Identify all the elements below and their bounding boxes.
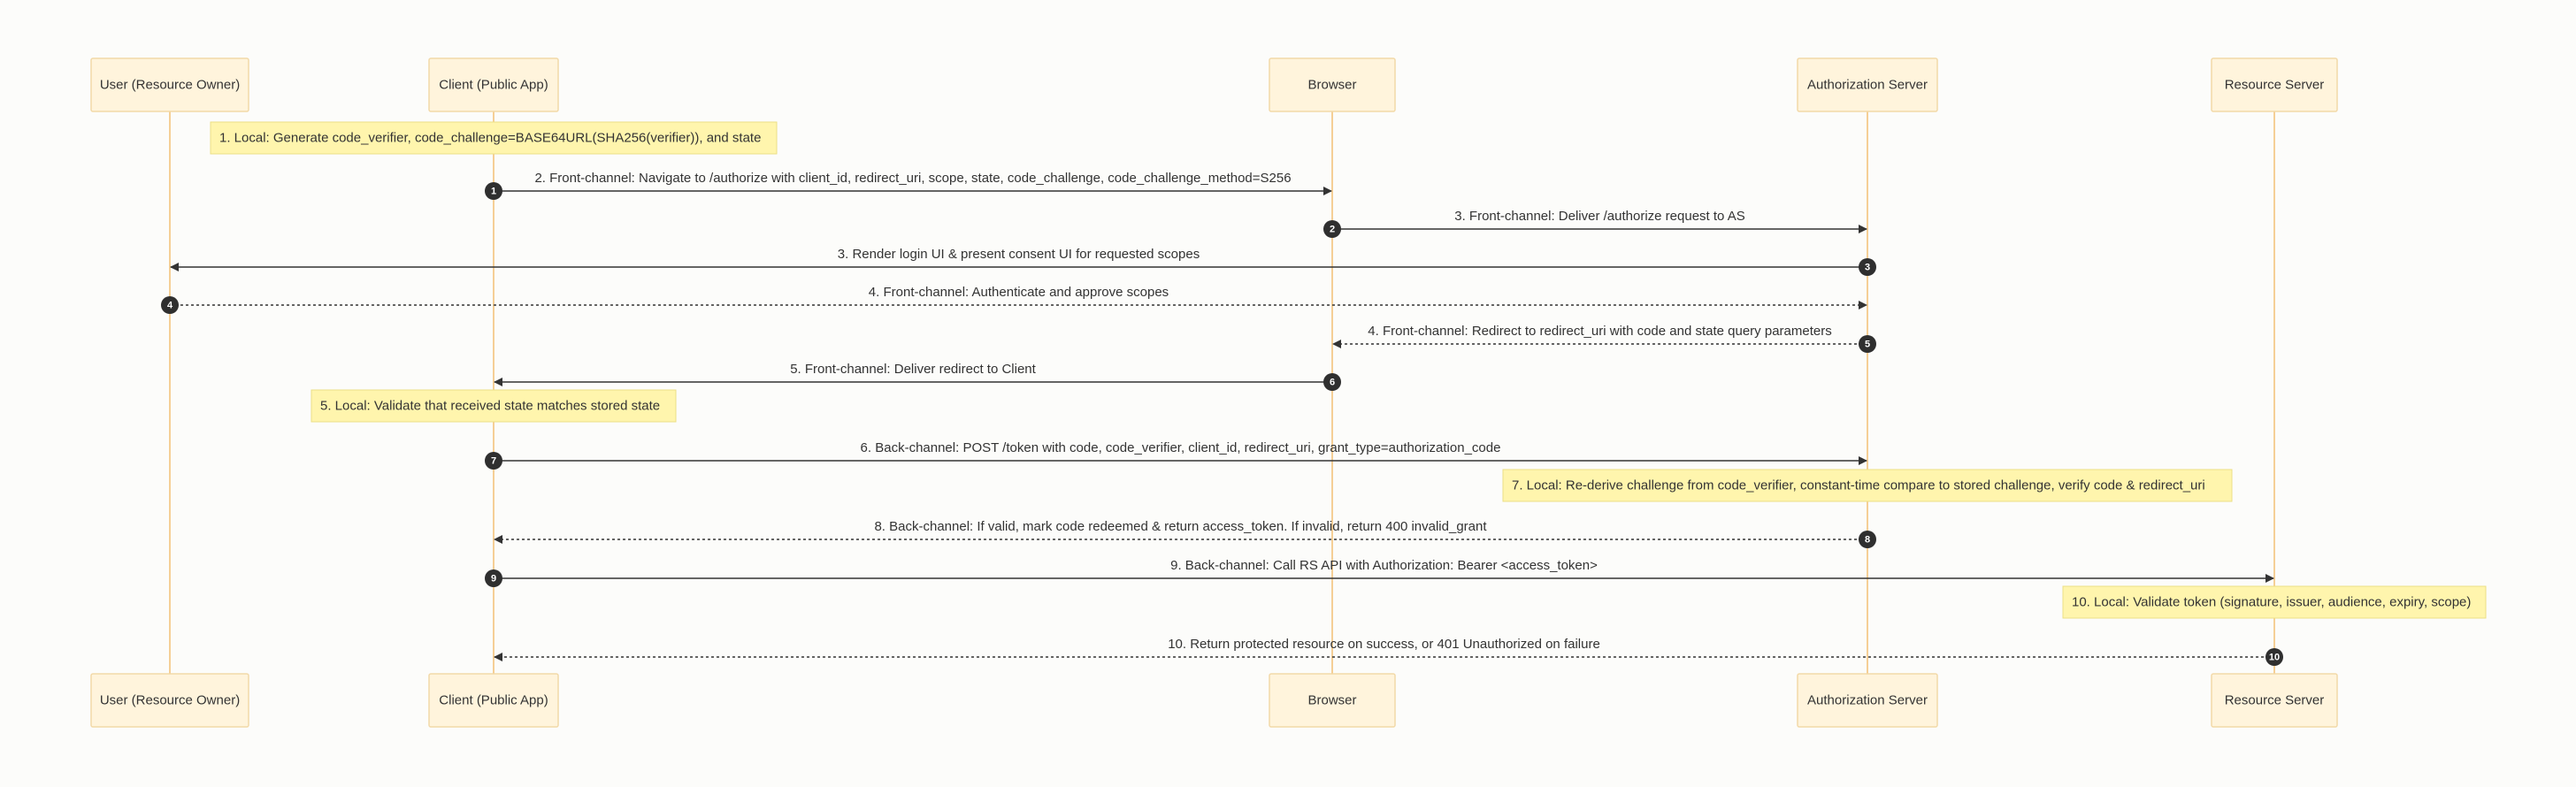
badge-number: 7 [490, 455, 497, 467]
badge-number: 2 [1329, 224, 1336, 235]
message-9 [485, 558, 2273, 587]
actor-browser-bottom [1269, 674, 1395, 727]
message-label: 8. Back-channel: If valid, mark code redeemed & return access_token. If invalid, return 400 invalid_grant [874, 519, 1487, 534]
actor-label: Authorization Server [1807, 77, 1928, 93]
badge-number: 9 [490, 573, 497, 585]
note [211, 122, 777, 154]
message-7 [485, 440, 1867, 470]
actor-user-top [91, 58, 249, 111]
note-text: 7. Local: Re-derive challenge from code_verifier, constant-time compare to stored challenge, verify code & redirect_uri [1512, 478, 2205, 493]
message-label: 3. Render login UI & present consent UI for requested scopes [837, 247, 1200, 262]
badge-number: 6 [1329, 377, 1336, 388]
message-label: 4. Front-channel: Authenticate and approve scopes [868, 285, 1169, 300]
message-5 [1333, 324, 1876, 353]
message-label: 4. Front-channel: Redirect to redirect_uri with code and state query parameters [1368, 324, 1832, 339]
message-10 [494, 637, 2283, 666]
actor-as-bottom [1798, 674, 1937, 727]
note [1503, 470, 2232, 501]
actor-label: Resource Server [2224, 692, 2325, 708]
actor-label: Resource Server [2224, 77, 2325, 93]
actor-user-bottom [91, 674, 249, 727]
step-badge [1323, 373, 1341, 391]
message-label: 3. Front-channel: Deliver /authorize request to AS [1454, 209, 1745, 224]
actor-rs-top [2212, 58, 2337, 111]
step-badge [1323, 220, 1341, 238]
step-badge [1859, 531, 1876, 548]
step-badge [485, 569, 502, 587]
actor-as-top [1798, 58, 1937, 111]
badge-number: 3 [1864, 262, 1871, 273]
step-badge [485, 182, 502, 200]
actor-label: Browser [1307, 692, 1357, 708]
actor-label: User (Resource Owner) [99, 77, 241, 93]
message-4 [161, 285, 1867, 314]
message-6 [494, 362, 1341, 391]
message-2 [1323, 209, 1867, 238]
notes [211, 122, 2486, 618]
actor-label: Browser [1307, 77, 1357, 93]
actor-client-top [429, 58, 558, 111]
message-1 [485, 171, 1331, 200]
note [2063, 586, 2486, 618]
note [311, 390, 676, 422]
badge-number: 10 [2268, 652, 2281, 663]
message-label: 10. Return protected resource on success, or 401 Unauthorized on failure [1168, 637, 1600, 652]
step-badge [485, 452, 502, 470]
step-badge [2266, 648, 2283, 666]
badge-number: 5 [1864, 339, 1871, 350]
message-label: 5. Front-channel: Deliver redirect to Client [790, 362, 1036, 377]
step-badge [161, 296, 179, 314]
actor-rs-bottom [2212, 674, 2337, 727]
message-8 [494, 519, 1876, 548]
note-text: 1. Local: Generate code_verifier, code_challenge=BASE64URL(SHA256(verifier)), and state [219, 130, 762, 146]
message-3 [171, 247, 1876, 276]
message-label: 6. Back-channel: POST /token with code, code_verifier, client_id, redirect_uri, grant_type=authorization_code [860, 440, 1501, 455]
badge-number: 8 [1864, 534, 1871, 546]
step-badge [1859, 335, 1876, 353]
badge-number: 4 [166, 300, 173, 311]
actor-label: Client (Public App) [439, 692, 548, 708]
step-badge [1859, 258, 1876, 276]
actor-client-bottom [429, 674, 558, 727]
message-label: 2. Front-channel: Navigate to /authorize with client_id, redirect_uri, scope, state, code_challenge, code_challenge_method=S256 [534, 171, 1292, 186]
actor-label: User (Resource Owner) [99, 692, 241, 708]
actor-browser-top [1269, 58, 1395, 111]
note-text: 10. Local: Validate token (signature, issuer, audience, expiry, scope) [2072, 594, 2472, 610]
actor-label: Authorization Server [1807, 692, 1928, 708]
message-label: 9. Back-channel: Call RS API with Authorization: Bearer <access_token> [1170, 558, 1598, 573]
badge-number: 1 [490, 186, 497, 197]
actor-label: Client (Public App) [439, 77, 548, 93]
note-text: 5. Local: Validate that received state matches stored state [320, 398, 661, 414]
